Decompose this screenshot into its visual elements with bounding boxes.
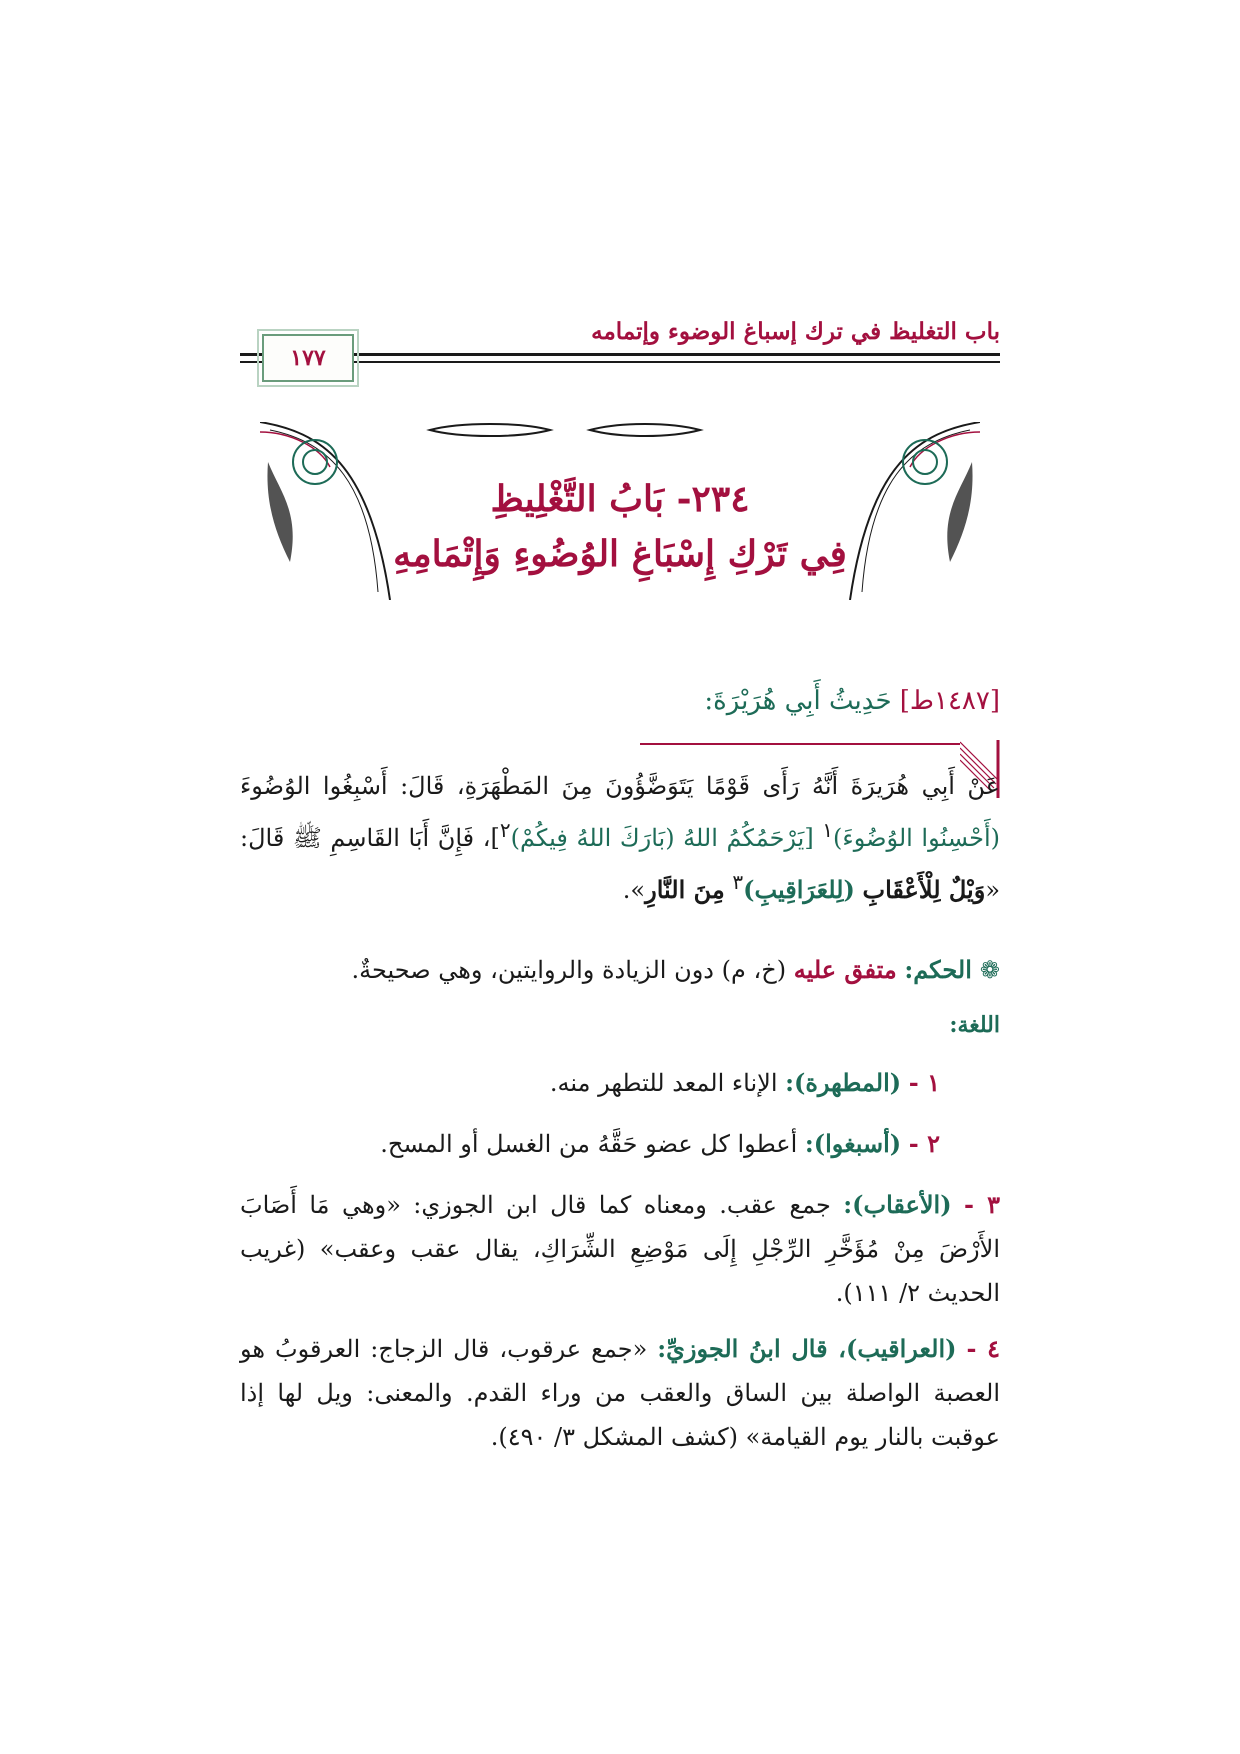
note-number: ٤ - [966, 1334, 1000, 1363]
note-text: أعطوا كل عضو حَقَّهُ من الغسل أو المسح. [380, 1130, 798, 1158]
flower-ornament-icon: ❁ [979, 956, 1000, 984]
language-note-3 [240, 1183, 1000, 1315]
hadith-variant-2: [يَرْحَمُكُمُ اللهُ (بَارَكَ اللهُ فِيكُمْ) [510, 824, 814, 852]
note-term: (العراقيب)، قال ابنُ الجوزيِّ: [657, 1334, 957, 1363]
hadith-text [240, 764, 1000, 912]
ruling-text: (خ، م) دون الزيادة والروايتين، وهي صحيحةٌ. [351, 956, 787, 984]
note-term: (أسبغوا): [804, 1129, 902, 1158]
hadith-label: حَدِيثُ أَبِي هُرَيْرَةَ: [704, 686, 892, 716]
hadith-ref-3: ٣ [732, 870, 744, 894]
page-number: ١٧٧ [290, 345, 326, 371]
header-rule-bottom [240, 361, 1000, 363]
ruling-label: الحكم: [904, 955, 972, 984]
chapter-title-line2: فِي تَرْكِ إِسْبَاغِ الوُضُوءِ وَإِتْمَامِهِ [393, 533, 847, 575]
header-rule-top [240, 353, 1000, 356]
running-title: باب التغليظ في ترك إسباغ الوضوء وإتمامه [591, 318, 1000, 345]
hadith-variant-3: (لِلعَرَاقِيبِ) [743, 875, 855, 904]
language-heading: اللغة: [949, 1012, 1000, 1038]
hadith-variant-1: (أَحْسِنُوا الوُضُوءَ) [833, 824, 1001, 852]
ruling-line [240, 948, 1000, 992]
language-note-4 [240, 1327, 1000, 1459]
page-number-box [262, 334, 354, 382]
chapter-title-line1: ٢٣٤- بَابُ التَّغْلِيظِ [490, 478, 750, 520]
language-note-1 [240, 1061, 940, 1105]
hadith-id: [١٤٨٧ط] [899, 686, 1000, 716]
language-note-2 [240, 1122, 940, 1166]
hadith-ref-1: ١ [822, 818, 834, 842]
section-rule [640, 743, 960, 745]
hadith-text-part1: عَنْ أَبِي هُرَيرَةَ أَنَّهُ رَأَى قَوْمًا يَتَوَضَّؤُونَ مِنَ المَطْهَرَةِ، قَالَ: أَسْبِغُوا الوُضُوءَ [240, 772, 1000, 800]
note-number: ٢ - [908, 1129, 940, 1158]
note-number: ٣ - [964, 1190, 1000, 1219]
hadith-bold-1: وَيْلٌ لِلْأَعْقَابِ [862, 875, 986, 904]
ruling-value: متفق عليه [793, 955, 897, 984]
hadith-ref-2: ٢ [499, 818, 511, 842]
hadith-text-end: ». [622, 876, 646, 904]
note-text: «جمع عرقوب، قال الزجاج: العرقوبُ هو العصبة الواصلة بين الساق والعقب من وراء القدم. والمعنى: ويل لها إذا عوقبت بالنار يوم القيامة» (كشف المشكل ٣/ ٤٩٠). [240, 1335, 1001, 1451]
note-term: (المطهرة): [785, 1068, 902, 1097]
note-text: الإناء المعد للتطهر منه. [549, 1069, 778, 1097]
note-number: ١ - [908, 1068, 940, 1097]
hadith-text-part2: ]، فَإِنَّ أَبَا القَاسِمِ ﷺ قَالَ: « [240, 824, 1000, 904]
note-text: جمع عقب. ومعناه كما قال ابن الجوزي: «وهي مَا أَصَابَ الأَرْضَ مِنْ مُؤَخَّرِ الرِّجْلِ إِلَى مَوْضِعِ الشِّرَاكِ، يقال عقب وعقب» (غريب الحديث ٢/ ١١١). [240, 1191, 1000, 1307]
hadith-heading [704, 686, 1000, 716]
hadith-bold-2: مِنَ النَّارِ [645, 875, 725, 904]
note-term: (الأعقاب): [843, 1190, 952, 1219]
